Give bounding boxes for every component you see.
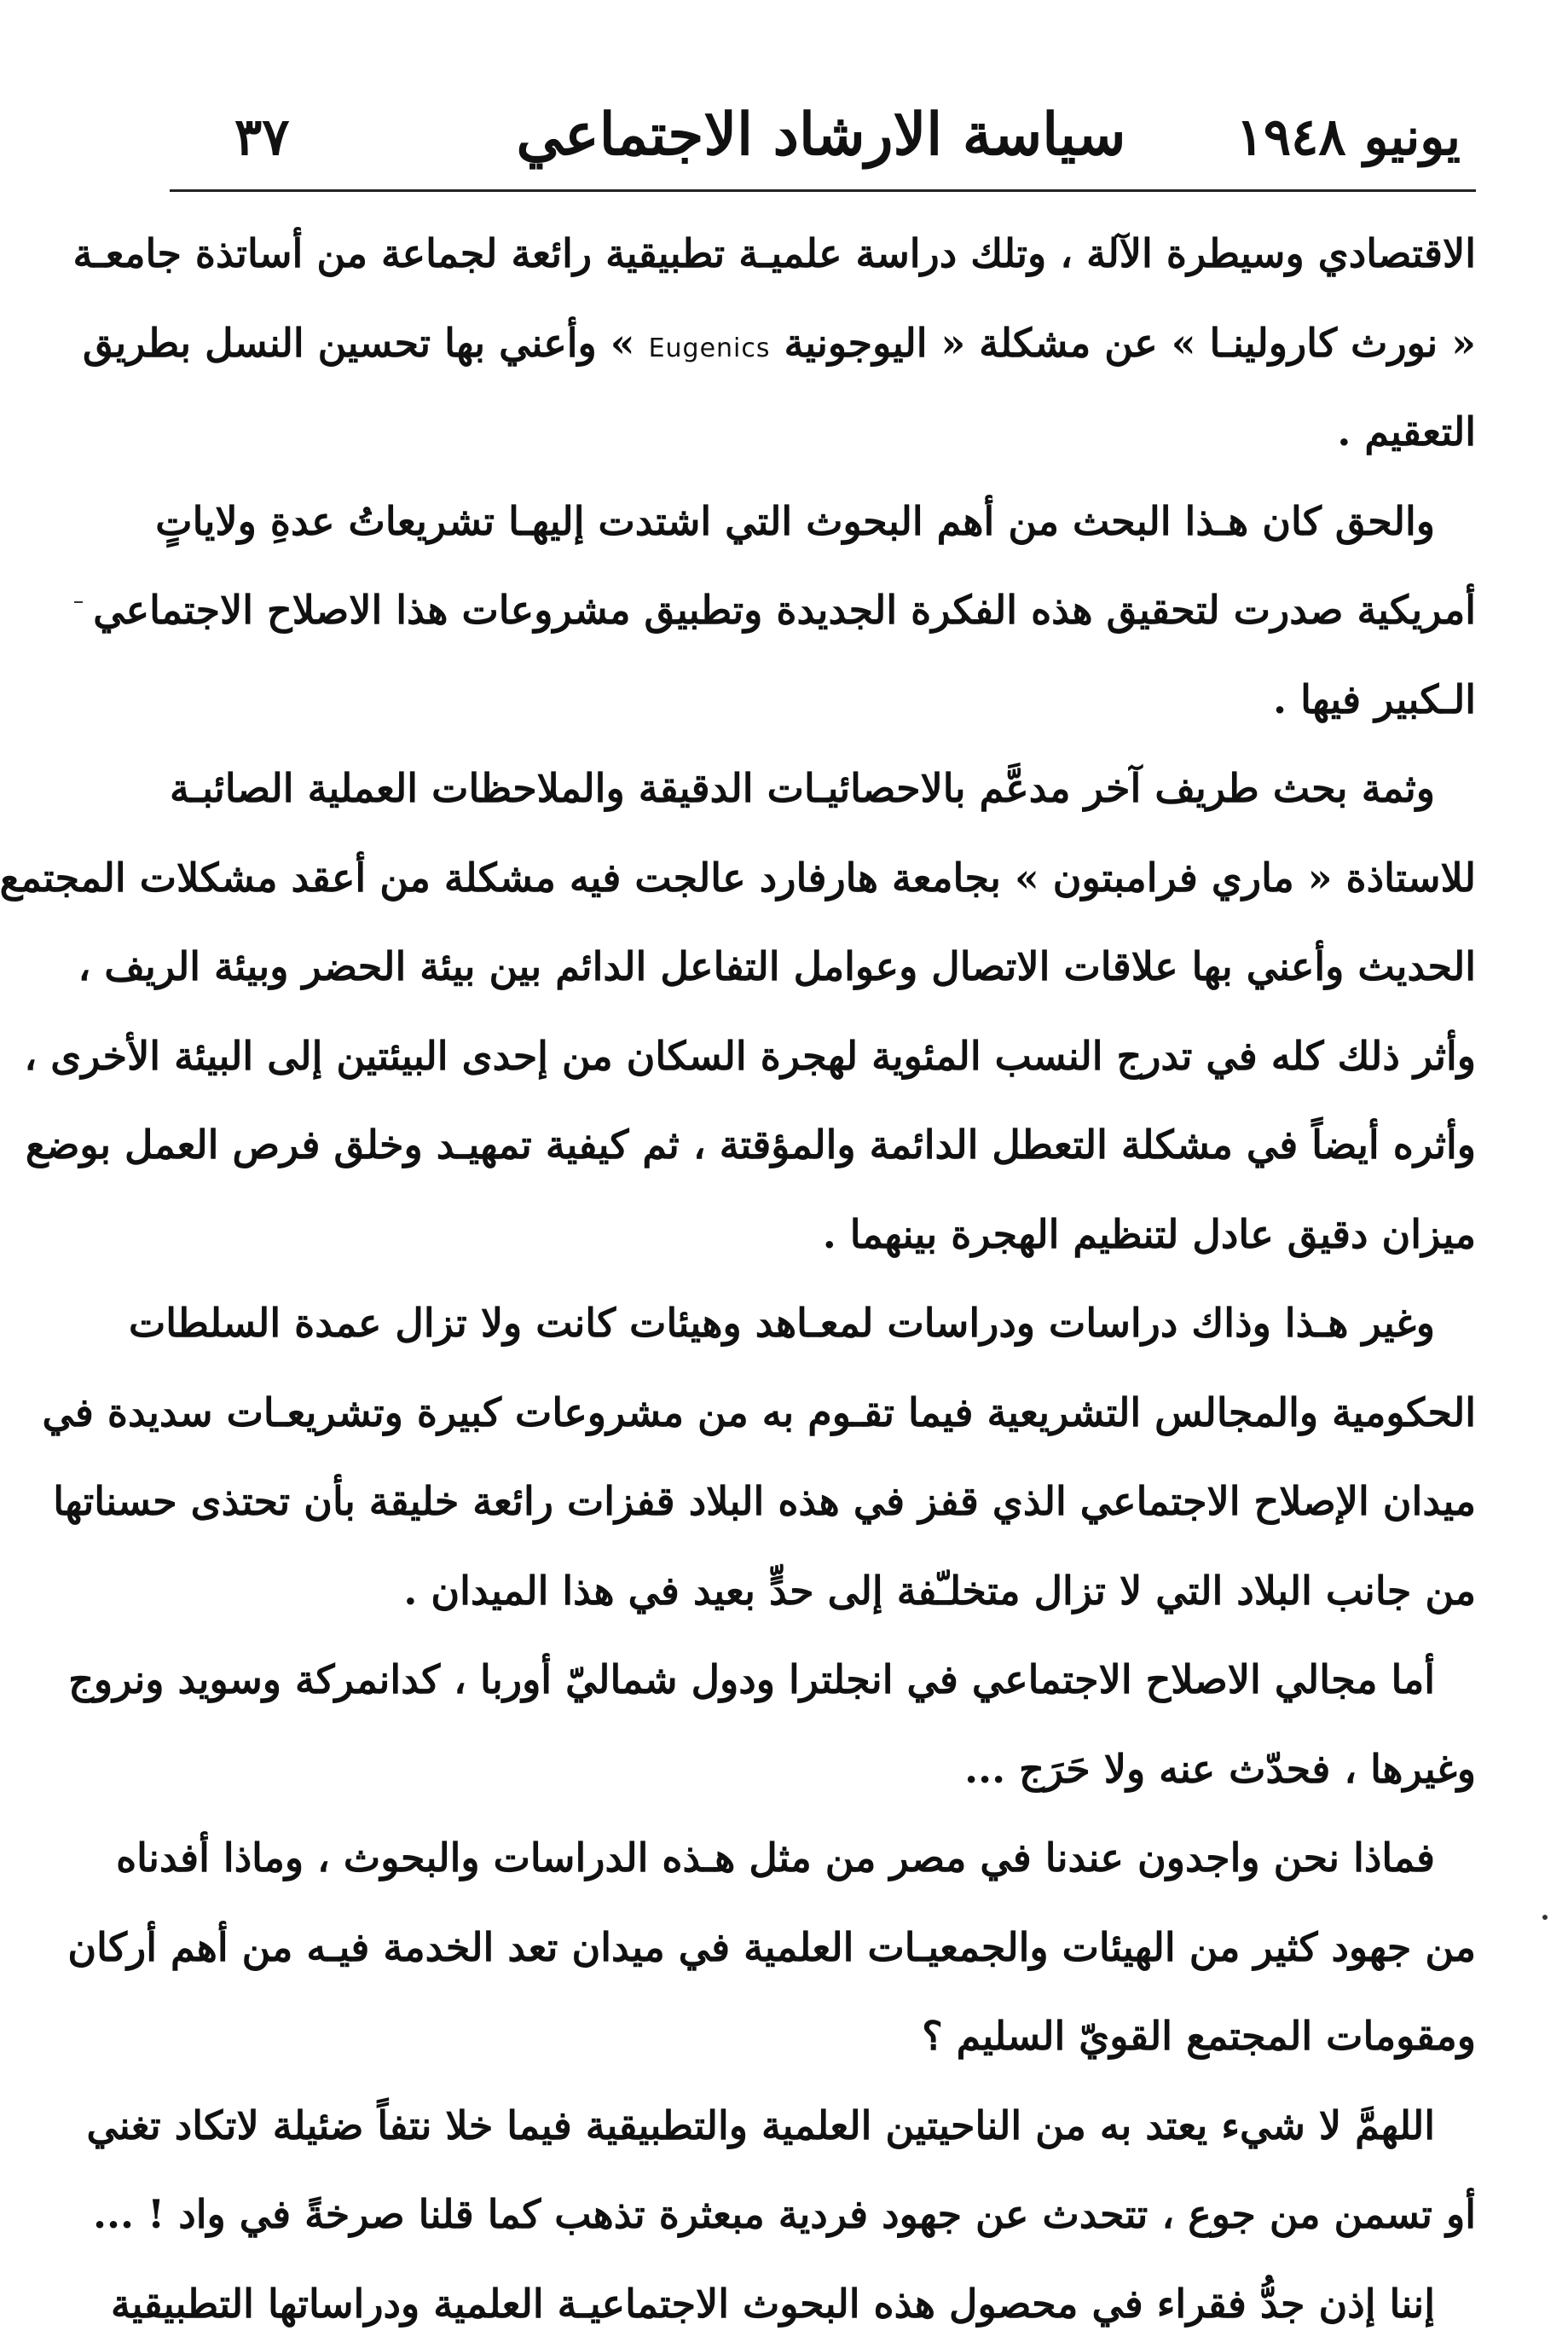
text-line: ميزان دقيق عادل لتنظيم الهجرة بينهما .	[170, 1190, 1476, 1279]
text-segment: « نورث كارولينـا » عن مشكلة « اليوجونية	[784, 320, 1476, 366]
text-line: من جانب البلاد التي لا تزال متخلـّفة إلى حدٍّ بعيد في هذا الميدان .	[170, 1546, 1476, 1636]
header-date: يونيو ١٩٤٨	[1236, 107, 1461, 167]
text-line: التعقيم .	[170, 387, 1476, 477]
text-line: إننا إذن جدُّ فقراء في محصول هذه البحوث الاجتماعيـة العلمية ودراساتها التطبيقية	[170, 2259, 1476, 2348]
text-line: أما مجالي الاصلاح الاجتماعي في انجلترا ودول شماليّ أوربا ، كدانمركة وسويد ونروج	[170, 1635, 1476, 1725]
text-line: للاستاذة « ماري فرامبتون » بجامعة هارفارد عالجت فيه مشكلة من أعقد مشكلات المجتمع	[170, 833, 1476, 923]
text-line: الـكبير فيها .	[170, 655, 1476, 745]
text-line: الحديث وأعني بها علاقات الاتصال وعوامل التفاعل الدائم بين بيئة الحضر وبيئة الريف ،	[170, 922, 1476, 1012]
text-line: وثمة بحث طريف آخر مدعَّم بالاحصائيـات الدقيقة والملاحظات العملية الصائبـة	[170, 744, 1476, 833]
text-line: أو تسمن من جوع ، تتحدث عن جهود فردية مبعثرة تذهب كما قلنا صرخةً في واد ! ...	[170, 2170, 1476, 2259]
text-line: أمريكية صدرت لتحقيق هذه الفكرة الجديدة وتطبيق مشروعات هذا الاصلاح الاجتماعي	[170, 565, 1476, 655]
text-line: وأثره أيضاً في مشكلة التعطل الدائمة والمؤقتة ، ثم كيفية تمهيـد وخلق فرص العمل بوضع	[170, 1100, 1476, 1190]
header-title: سياسة الارشاد الاجتماعي	[175, 101, 1467, 169]
text-line: وغيرها ، فحدّث عنه ولا حَرَج ...	[170, 1725, 1476, 1814]
text-line: ميدان الإصلاح الاجتماعي الذي قفز في هذه البلاد قفزات رائعة خليقة بأن تحتذى حسناتها	[170, 1457, 1476, 1546]
text-line: فماذا نحن واجدون عندنا في مصر من مثل هـذه الدراسات والبحوث ، وماذا أفدناه	[170, 1813, 1476, 1903]
scan-margin-dot	[1542, 1915, 1548, 1920]
text-line: اللهمَّ لا شيء يعتد به من الناحيتين العلمية والتطبيقية فيما خلا نتفاً ضئيلة لاتكاد تغني	[170, 2081, 1476, 2171]
scan-margin-mark	[74, 601, 83, 603]
text-line: الحكومية والمجالس التشريعية فيما تقـوم به من مشروعات كبيرة وتشريعـات سديدة في	[170, 1368, 1476, 1458]
text-line	[170, 299, 1476, 388]
latin-term: Eugenics	[649, 333, 771, 363]
text-segment: » وأعني بها تحسين النسل بطريق	[83, 320, 635, 366]
text-line: والحق كان هـذا البحث من أهم البحوث التي اشتدت إليهـا تشريعاتُ عدةِ ولاياتٍ	[170, 477, 1476, 566]
page-number: ٣٧	[234, 107, 289, 167]
document-page	[74, 0, 1568, 2301]
body-text	[170, 209, 1476, 2348]
text-line: من جهود كثير من الهيئات والجمعيـات العلمية في ميدان تعد الخدمة فيـه من أهم أركان	[170, 1903, 1476, 1992]
text-line: ومقومات المجتمع القويّ السليم ؟	[170, 1991, 1476, 2081]
header-divider	[170, 189, 1476, 192]
text-line: وغير هـذا وذاك دراسات ودراسات لمعـاهد وهيئات كانت ولا تزال عمدة السلطات	[170, 1278, 1476, 1368]
text-line: الاقتصادي وسيطرة الآلة ، وتلك دراسة علميـة تطبيقية رائعة لجماعة من أساتذة جامعـة	[170, 209, 1476, 299]
page-header	[175, 92, 1467, 186]
text-line: وأثر ذلك كله في تدرج النسب المئوية لهجرة السكان من إحدى البيئتين إلى البيئة الأخرى ،	[170, 1012, 1476, 1101]
